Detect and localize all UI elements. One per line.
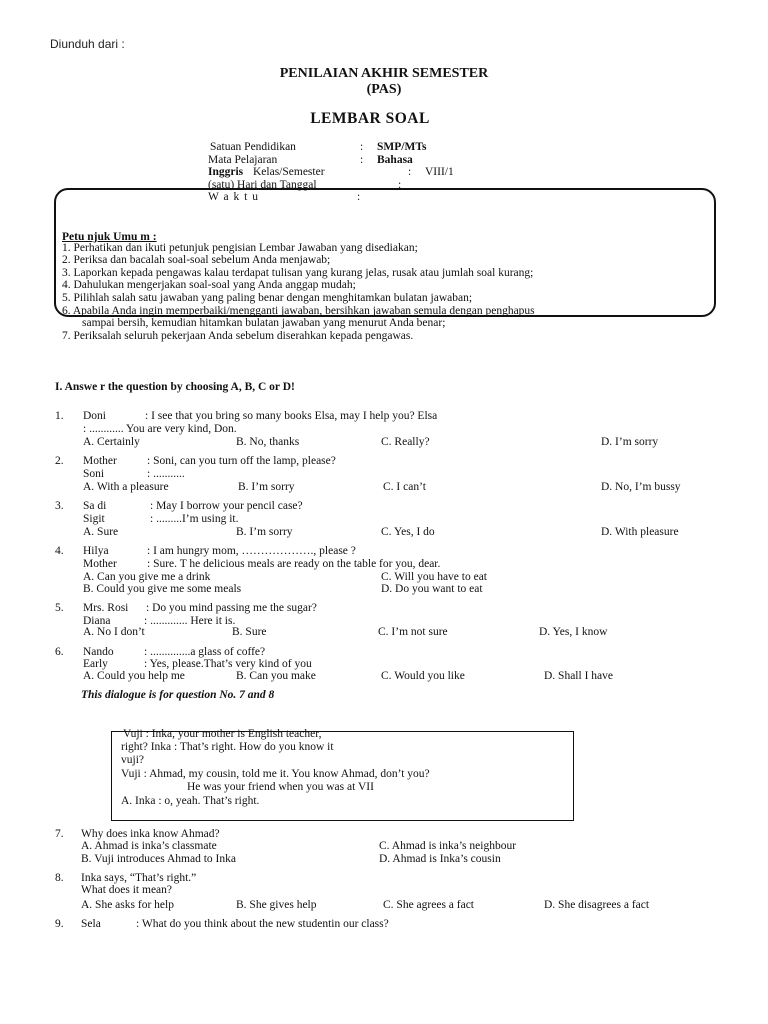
option-d: D. Ahmad is Inka’s cousin [379,853,501,865]
question-number: 6. [55,646,64,658]
section-title: I. Answe r the question by choosing A, B, C or D! [55,381,295,393]
dialogue-line: A. Inka : o, yeah. That’s right. [121,795,260,807]
waktu-colon: : [357,191,361,203]
dialog-line: : What do you think about the new studentin our class? [136,918,389,930]
dialog-line: : Do you mind passing me the sugar? [146,602,317,614]
option-d: D. Shall I have [544,670,613,682]
dialog-line: : May I borrow your pencil case? [150,500,303,512]
option-d: D. She disagrees a fact [544,899,650,911]
option-b: B. No, thanks [236,436,300,448]
question-text: Inka says, “That’s right.” [81,872,197,884]
mapel-colon: : [360,154,364,166]
question-text: Why does inka know Ahmad? [81,828,220,840]
kelas-value: VIII/1 [425,166,454,178]
dialog-line: : I see that you bring so many books Elsa, may I help you? Elsa [145,410,438,422]
kelas-colon: : [408,166,412,178]
dialog-line: : ........... [147,468,185,480]
satuan-label: Satuan Pendidikan [210,141,296,153]
dialog-line: : Sure. T he delicious meals are ready on the table for you, dear. [147,558,441,570]
option-d: D. With pleasure [601,526,679,538]
satuan-value: SMP/MTs [377,141,427,153]
speaker: Doni [83,410,106,422]
question-number: 2. [55,455,64,467]
option-b: B. She gives help [236,899,317,911]
dialog-line: : I am hungry mom, ………………., please ? [147,545,356,557]
instruction-item: 7. Periksalah seluruh pekerjaan Anda sebelum diserahkan kepada pengawas. [62,330,414,342]
option-a: A. She asks for help [81,899,174,911]
question-number: 5. [55,602,64,614]
option-a: A. Can you give me a drink [83,571,211,583]
mapel-value: Bahasa [377,154,413,166]
sheet-title: LEMBAR SOAL [310,110,430,127]
option-a: A. Sure [83,526,119,538]
instructions-title: Petu njuk Umu m : [62,231,157,243]
download-source-note: Diunduh dari : [50,37,125,51]
question-number: 3. [55,500,64,512]
question-number: 8. [55,872,64,884]
instruction-item: 2. Periksa dan bacalah soal-soal sebelum Anda menjawab; [62,254,331,266]
instruction-item: 5. Pilihlah salah satu jawaban yang paling benar dengan menghitamkan bulatan jawaban; [62,292,473,304]
option-c: C. I can’t [383,481,426,493]
dialogue-line: vuji? [121,754,144,766]
option-b: B. Could you give me some meals [83,583,242,595]
option-d: D. Do you want to eat [381,583,483,595]
speaker: Mrs. Rosi [83,602,129,614]
question-number: 1. [55,410,64,422]
option-b: B. I’m sorry [236,526,293,538]
option-a: A. Could you help me [83,670,185,682]
speaker: Mother [83,455,117,467]
option-c: C. Would you like [381,670,465,682]
option-b: B. I’m sorry [238,481,295,493]
question-number: 9. [55,918,64,930]
speaker: Early [83,658,108,670]
exam-title: PENILAIAN AKHIR SEMESTER [279,66,489,81]
option-c: C. Ahmad is inka’s neighbour [379,840,517,852]
dialog-line: : .........I’m using it. [150,513,239,525]
option-d: D. No, I’m bussy [601,481,681,493]
dialog-line: : ............. Here it is. [144,615,236,627]
hari-label: (satu) Hari dan Tanggal [208,179,317,191]
option-a: A. With a pleasure [83,481,169,493]
option-c: C. Yes, I do [381,526,435,538]
dialog-line: : ..............a glass of coffe? [144,646,266,658]
dialog-line: : Soni, can you turn off the lamp, please? [147,455,336,467]
dialog-line: : Yes, please.That’s very kind of you [144,658,312,670]
speaker: Mother [83,558,117,570]
option-b: B. Vuji introduces Ahmad to Inka [81,853,236,865]
dialog-line: : ............ You are very kind, Don. [83,423,237,435]
hari-colon: : [398,179,402,191]
instruction-item: sampai bersih, kemudian hitamkan bulatan jawaban yang menurut Anda benar; [82,317,446,329]
option-a: A. Certainly [83,436,140,448]
dialogue-line: Vuji : Inka, your mother is English teacher, [123,728,322,740]
instruction-item: 1. Perhatikan dan ikuti petunjuk pengisian Lembar Jawaban yang disediakan; [62,242,418,254]
option-d: D. Yes, I know [539,626,608,638]
option-b: B. Sure [232,626,267,638]
option-a: A. Ahmad is inka’s classmate [81,840,217,852]
dialogue-line: right? Inka : That’s right. How do you know it [121,741,334,753]
speaker: Hilya [83,545,109,557]
dialogue-line: Vuji : Ahmad, my cousin, told me it. You know Ahmad, don’t you? [121,768,430,780]
question-number: 7. [55,828,64,840]
option-a: A. No I don’t [83,626,145,638]
option-b: B. Can you make [236,670,316,682]
kelas-label: Kelas/Semester [253,166,325,178]
mapel-value-cont: Inggris [208,166,244,178]
speaker: Nando [83,646,114,658]
speaker: Sa di [83,500,107,512]
satuan-colon: : [360,141,364,153]
speaker: Sigit [83,513,105,525]
speaker: Diana [83,615,111,627]
question-text: What does it mean? [81,884,173,896]
option-c: C. I’m not sure [378,626,448,638]
speaker: Soni [83,468,105,480]
instruction-item: 4. Dahulukan mengerjakan soal-soal yang Anda anggap mudah; [62,279,356,291]
mapel-label: Mata Pelajaran [208,154,278,166]
dialogue-intro: This dialogue is for question No. 7 and 8 [81,689,275,701]
exam-subtitle: (PAS) [366,82,402,97]
option-c: C. She agrees a fact [383,899,475,911]
option-d: D. I’m sorry [601,436,659,448]
waktu-label: W a k t u [208,191,259,203]
instruction-item: 3. Laporkan kepada pengawas kalau terdapat tulisan yang kurang jelas, rusak atau jumlah soal kurang; [62,267,534,279]
question-number: 4. [55,545,64,557]
dialogue-line: He was your friend when you was at VII [187,781,374,793]
option-c: C. Will you have to eat [381,571,487,583]
option-c: C. Really? [381,436,430,448]
speaker: Sela [81,918,101,930]
instruction-item: 6. Apabila Anda ingin memperbaiki/mengganti jawaban, bersihkan jawaban semula dengan penghapus [62,305,535,317]
